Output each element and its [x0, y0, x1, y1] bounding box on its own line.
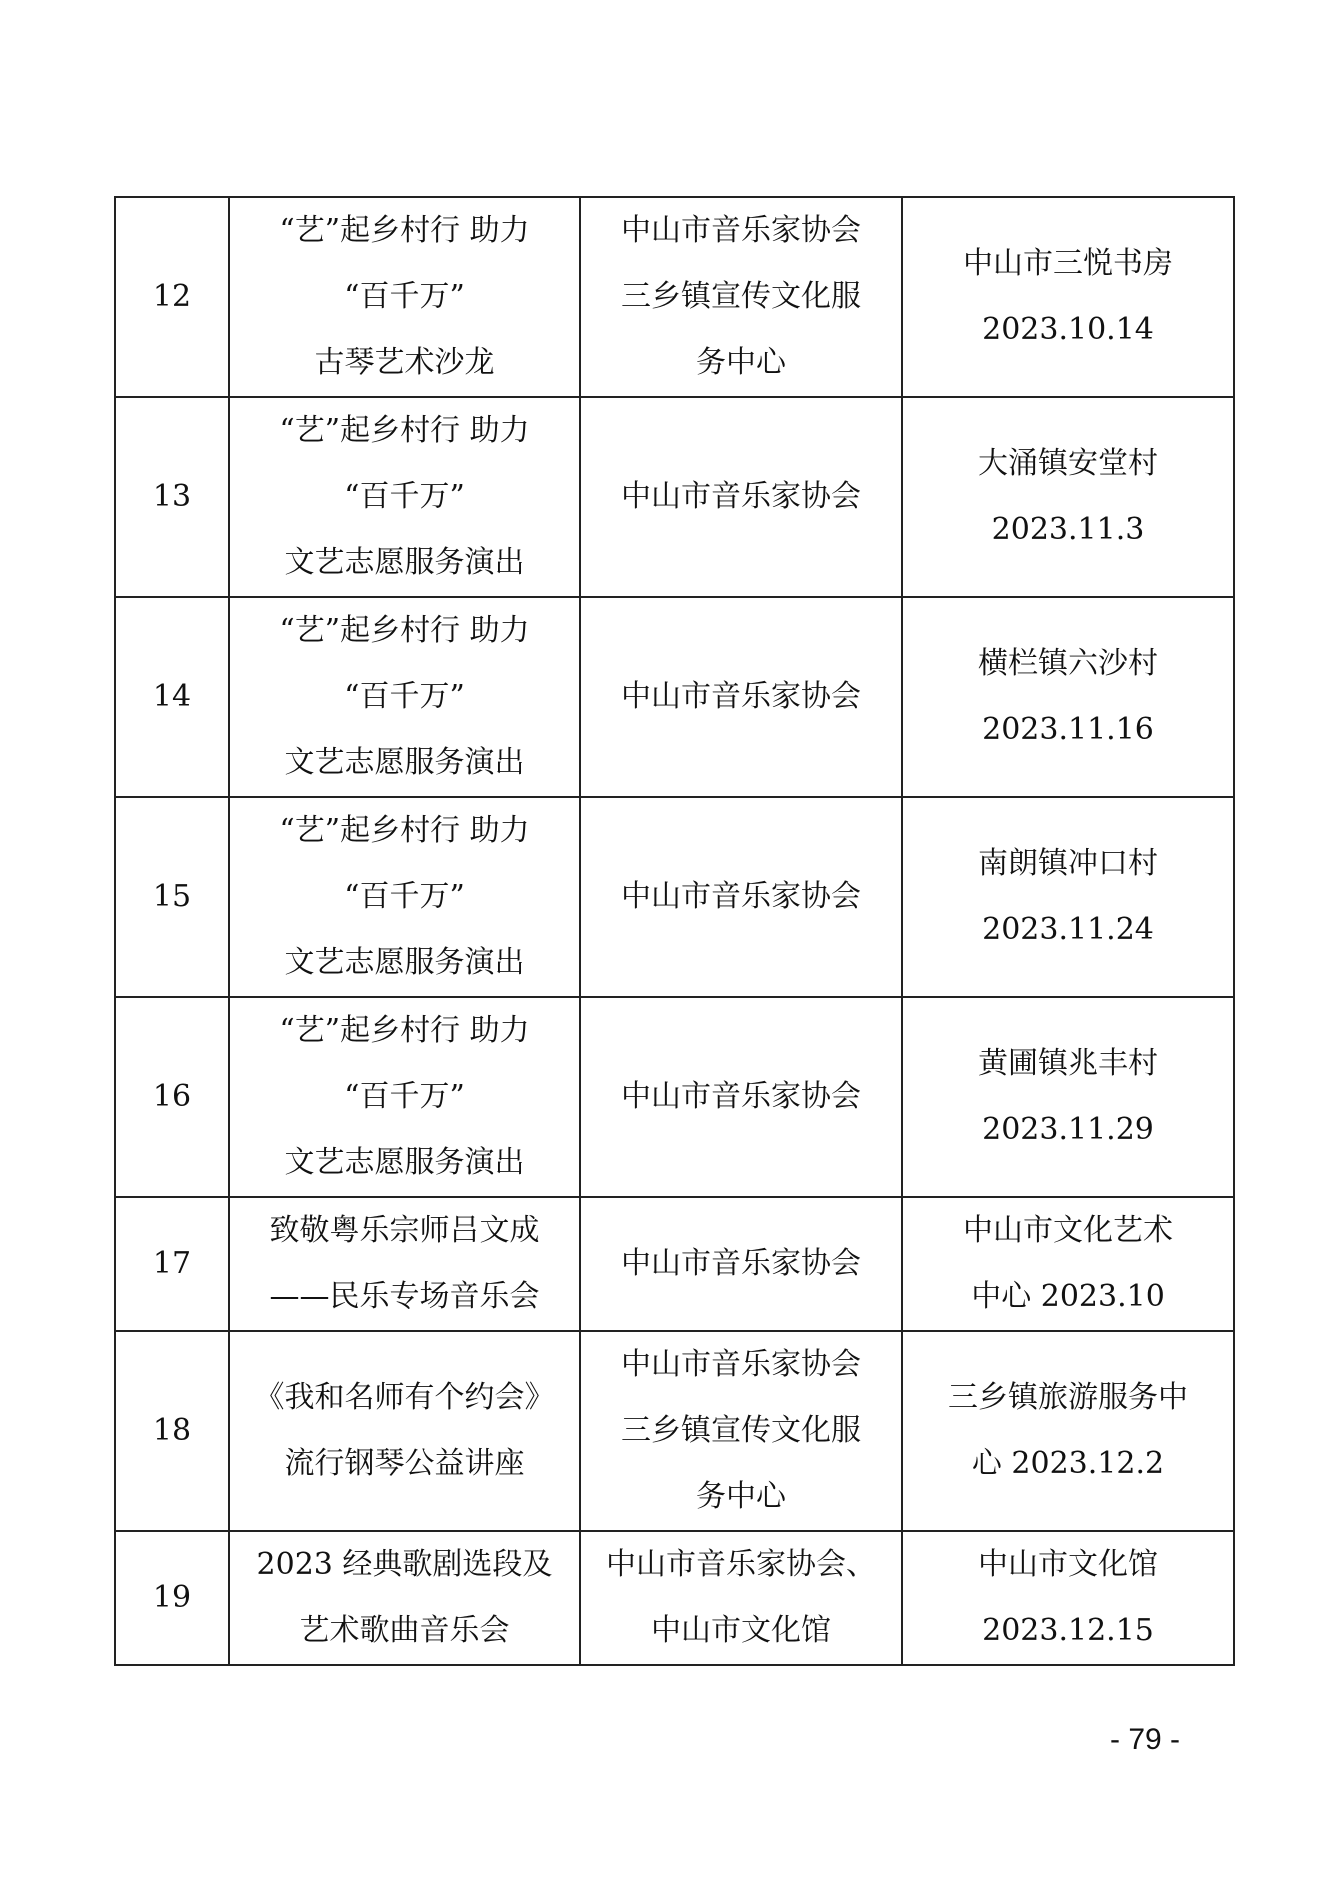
- organizer-cell: [580, 1531, 902, 1665]
- activity-name-line: “百千万”: [344, 479, 465, 514]
- activity-name-line: “百千万”: [344, 879, 465, 914]
- venue-date-cell: [902, 997, 1234, 1197]
- organizer-line: 中山市音乐家协会: [621, 1246, 861, 1281]
- table-row: [115, 197, 1234, 397]
- venue-date-line: 中山市文化馆: [978, 1547, 1158, 1582]
- organizer-cell: [580, 797, 902, 997]
- venue-date-line: 大涌镇安堂村: [978, 446, 1158, 481]
- organizer-line: 中山市音乐家协会: [621, 1079, 861, 1114]
- activity-name-line: “百千万”: [344, 679, 465, 714]
- activity-name-line: “百千万”: [344, 1079, 465, 1114]
- table-row: [115, 797, 1234, 997]
- table-row: [115, 397, 1234, 597]
- venue-date-cell: [902, 597, 1234, 797]
- venue-date-line: 黄圃镇兆丰村: [978, 1046, 1158, 1081]
- activity-name-cell: [229, 797, 580, 997]
- activity-name-line: 文艺志愿服务演出: [284, 545, 525, 580]
- row-number-cell: 13: [115, 397, 229, 597]
- organizer-line: 务中心: [696, 345, 786, 380]
- organizer-line: 中山市文化馆: [651, 1613, 831, 1648]
- row-number-cell: 15: [115, 797, 229, 997]
- activity-name-line: 流行钢琴公益讲座: [284, 1446, 525, 1481]
- venue-date-line: 2023.11.16: [982, 712, 1154, 747]
- table-row: [115, 1197, 1234, 1331]
- venue-date-cell: [902, 1197, 1234, 1331]
- organizer-cell: [580, 397, 902, 597]
- organizer-line: 中山市音乐家协会: [621, 1347, 861, 1382]
- organizer-line: 三乡镇宣传文化服: [621, 279, 861, 314]
- organizer-cell: [580, 997, 902, 1197]
- organizer-cell: [580, 197, 902, 397]
- activity-name-line: 古琴艺术沙龙: [314, 345, 495, 380]
- venue-date-line: 2023.11.3: [991, 512, 1145, 547]
- row-number-cell: 16: [115, 997, 229, 1197]
- organizer-line: 务中心: [696, 1479, 786, 1514]
- venue-date-line: 心 2023.12.2: [971, 1446, 1165, 1481]
- row-number-cell: 18: [115, 1331, 229, 1531]
- organizer-line: 中山市音乐家协会、: [606, 1547, 876, 1582]
- activity-name-cell: [229, 197, 580, 397]
- venue-date-line: 中山市文化艺术: [963, 1213, 1173, 1248]
- activity-name-cell: [229, 397, 580, 597]
- venue-date-line: 横栏镇六沙村: [978, 646, 1158, 681]
- page-number: - 79 -: [1110, 1723, 1181, 1756]
- organizer-cell: [580, 597, 902, 797]
- activity-name-cell: [229, 1197, 580, 1331]
- activity-name-line: “艺”起乡村行 助力: [279, 213, 530, 248]
- activity-name-line: 致敬粤乐宗师吕文成: [269, 1213, 540, 1248]
- activity-name-line: 艺术歌曲音乐会: [299, 1613, 510, 1648]
- row-number-cell: 12: [115, 197, 229, 397]
- organizer-line: 中山市音乐家协会: [621, 479, 861, 514]
- organizer-line: 三乡镇宣传文化服: [621, 1413, 861, 1448]
- activity-name-cell: [229, 597, 580, 797]
- activity-name-line: 文艺志愿服务演出: [284, 745, 525, 780]
- row-number-cell: 17: [115, 1197, 229, 1331]
- activity-name-line: “艺”起乡村行 助力: [279, 413, 530, 448]
- organizer-cell: [580, 1331, 902, 1531]
- activity-name-line: “艺”起乡村行 助力: [279, 613, 530, 648]
- venue-date-line: 2023.11.24: [982, 912, 1154, 947]
- table-body: [115, 197, 1234, 1665]
- organizer-line: 中山市音乐家协会: [621, 213, 861, 248]
- organizer-line: 中山市音乐家协会: [621, 679, 861, 714]
- activity-name-cell: [229, 997, 580, 1197]
- activity-name-line: “百千万”: [344, 279, 465, 314]
- activity-name-cell: [229, 1531, 580, 1665]
- row-number-cell: 19: [115, 1531, 229, 1665]
- activities-table: [114, 196, 1235, 1666]
- organizer-line: 中山市音乐家协会: [621, 879, 861, 914]
- activity-name-line: ——民乐专场音乐会: [269, 1279, 540, 1314]
- venue-date-line: 2023.10.14: [982, 312, 1154, 347]
- activity-name-line: 《我和名师有个约会》: [254, 1380, 555, 1415]
- activity-name-line: 文艺志愿服务演出: [284, 1145, 525, 1180]
- activity-name-line: 2023 经典歌剧选段及: [256, 1547, 553, 1582]
- activity-name-line: “艺”起乡村行 助力: [279, 1013, 530, 1048]
- table-row: [115, 597, 1234, 797]
- venue-date-cell: [902, 197, 1234, 397]
- activity-name-line: 文艺志愿服务演出: [284, 945, 525, 980]
- table-row: [115, 1331, 1234, 1531]
- table-row: [115, 1531, 1234, 1665]
- venue-date-line: 2023.11.29: [982, 1112, 1154, 1147]
- organizer-cell: [580, 1197, 902, 1331]
- venue-date-line: 三乡镇旅游服务中: [948, 1380, 1188, 1415]
- venue-date-line: 南朗镇冲口村: [978, 846, 1158, 881]
- venue-date-cell: [902, 397, 1234, 597]
- row-number-cell: 14: [115, 597, 229, 797]
- activity-name-line: “艺”起乡村行 助力: [279, 813, 530, 848]
- venue-date-cell: [902, 1531, 1234, 1665]
- venue-date-line: 中山市三悦书房: [963, 246, 1173, 281]
- venue-date-cell: [902, 797, 1234, 997]
- table-row: [115, 997, 1234, 1197]
- venue-date-cell: [902, 1331, 1234, 1531]
- activity-name-cell: [229, 1331, 580, 1531]
- venue-date-line: 中心 2023.10: [971, 1279, 1165, 1314]
- venue-date-line: 2023.12.15: [982, 1613, 1154, 1648]
